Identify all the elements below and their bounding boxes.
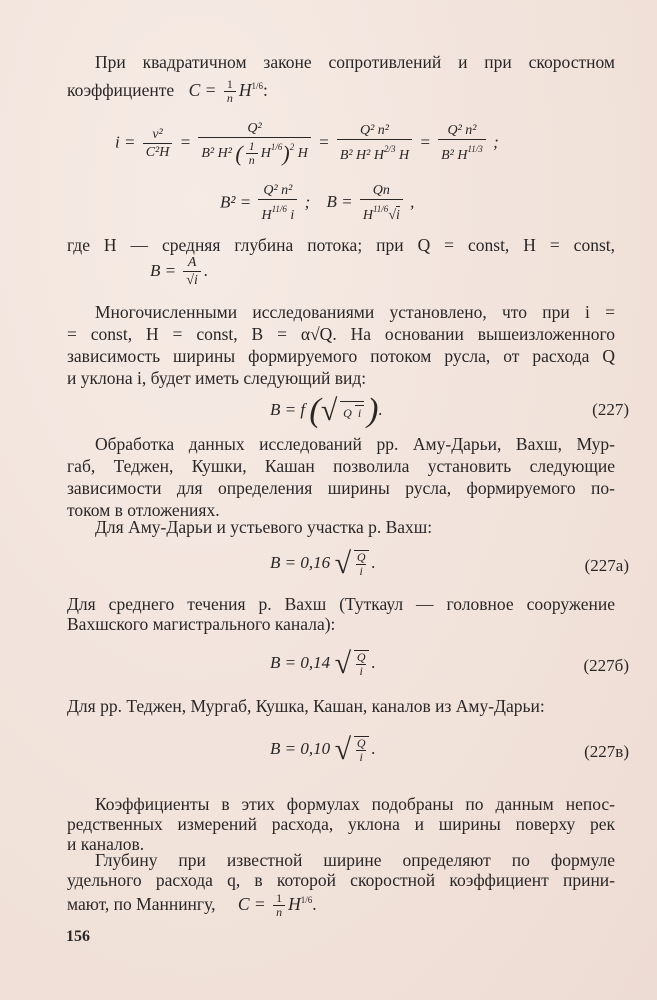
text-line: зависимости для определения ширины русла, формируемого по- xyxy=(67,478,615,498)
equation-i: i = $\frac{\text{v²}}{\text{C²H}}$ = Q² B² H² ( $\frac{1}{n}$ $H^{1/6})^2$ H = $\frac{\text{Q² n²}}{B^2 H^2 H^{2/3} H}$ = $\frac{\text{Q² n²}}{B^2 H^{11/3}}$ ; xyxy=(115,121,499,168)
text-line: зависимость ширины формируемого потоком русла, от расхода Q xyxy=(67,346,615,366)
text-line: удельного расхода q, в которой скоростной коэффициент прини- xyxy=(67,870,615,890)
equation-227: B = f (√ Q i ). xyxy=(270,392,383,429)
equation-number: (227в) xyxy=(584,742,629,761)
text-line: Для рр. Теджен, Мургаб, Кушка, Кашан, каналов из Аму-Дарьи: xyxy=(67,696,545,716)
equation-number: (227) xyxy=(592,400,629,419)
equation-number: (227а) xyxy=(584,556,629,575)
text-line-with-formula: коэффициенте C = $\frac{1}{n}$ $H^{1/6}$: xyxy=(67,77,268,106)
text-line: Для среднего течения р. Вахш (Туткаул — головное сооружение xyxy=(67,594,615,614)
text: коэффициенте xyxy=(67,80,175,100)
text-line: Обработка данных исследований рр. Аму-Дарьи, Вахш, Мур- xyxy=(95,434,615,454)
text-line: током в отложениях. xyxy=(67,500,220,520)
equation-227c: B = 0,10 √ $\frac{Q}{i}$ . xyxy=(270,733,376,766)
formula-lhs: C = xyxy=(188,80,217,100)
text-line: Глубину при известной ширине определяют по формуле xyxy=(95,850,615,870)
text-line-with-formula: мают, по Маннингу, C = $\frac{1}{n}$ $H^{1/6}$. xyxy=(67,891,317,920)
text-line: редственных измерений расхода, уклона и ширины поверху рек xyxy=(67,814,615,834)
page-number: 156 xyxy=(66,928,90,945)
text-line: Вахшского магистрального канала): xyxy=(67,614,336,634)
text-line: габ, Теджен, Кушки, Кашан позволила установить следующие xyxy=(67,456,615,476)
text-line: Для Аму-Дарьи и устьевого участка р. Вахш: xyxy=(95,517,433,537)
equation-b: B² = $\frac{\text{Q² n²}}{H^{11/6} i}$ ; B = $\frac{Qn}{H^{11/6}√i}$ , xyxy=(220,183,415,223)
text-line: Многочисленными исследованиями установлено, что при i = xyxy=(95,302,615,322)
equation-227b: B = 0,14 √ $\frac{Q}{i}$ . xyxy=(270,647,376,680)
equation-number: (227б) xyxy=(583,656,629,675)
text-line: При квадратичном законе сопротивлений и при скоростном xyxy=(95,52,615,72)
text-line: = const, H = const, B = α√Q. На основании вышеизложенного xyxy=(67,324,615,344)
text-line: и каналов. xyxy=(67,834,145,854)
equation-b-a: B = $\frac{A}{√i}$ . xyxy=(150,255,209,288)
text-line: Коэффициенты в этих формулах подобраны по данным непос- xyxy=(95,794,615,814)
text-line: и уклона i, будет иметь следующий вид: xyxy=(67,368,367,388)
equation-227a: B = 0,16 √ $\frac{Q}{i}$ . xyxy=(270,547,376,580)
fraction: $\frac{1}{n}$ xyxy=(224,78,236,105)
text-line: где H — средняя глубина потока; при Q = const, H = const, xyxy=(67,235,615,255)
